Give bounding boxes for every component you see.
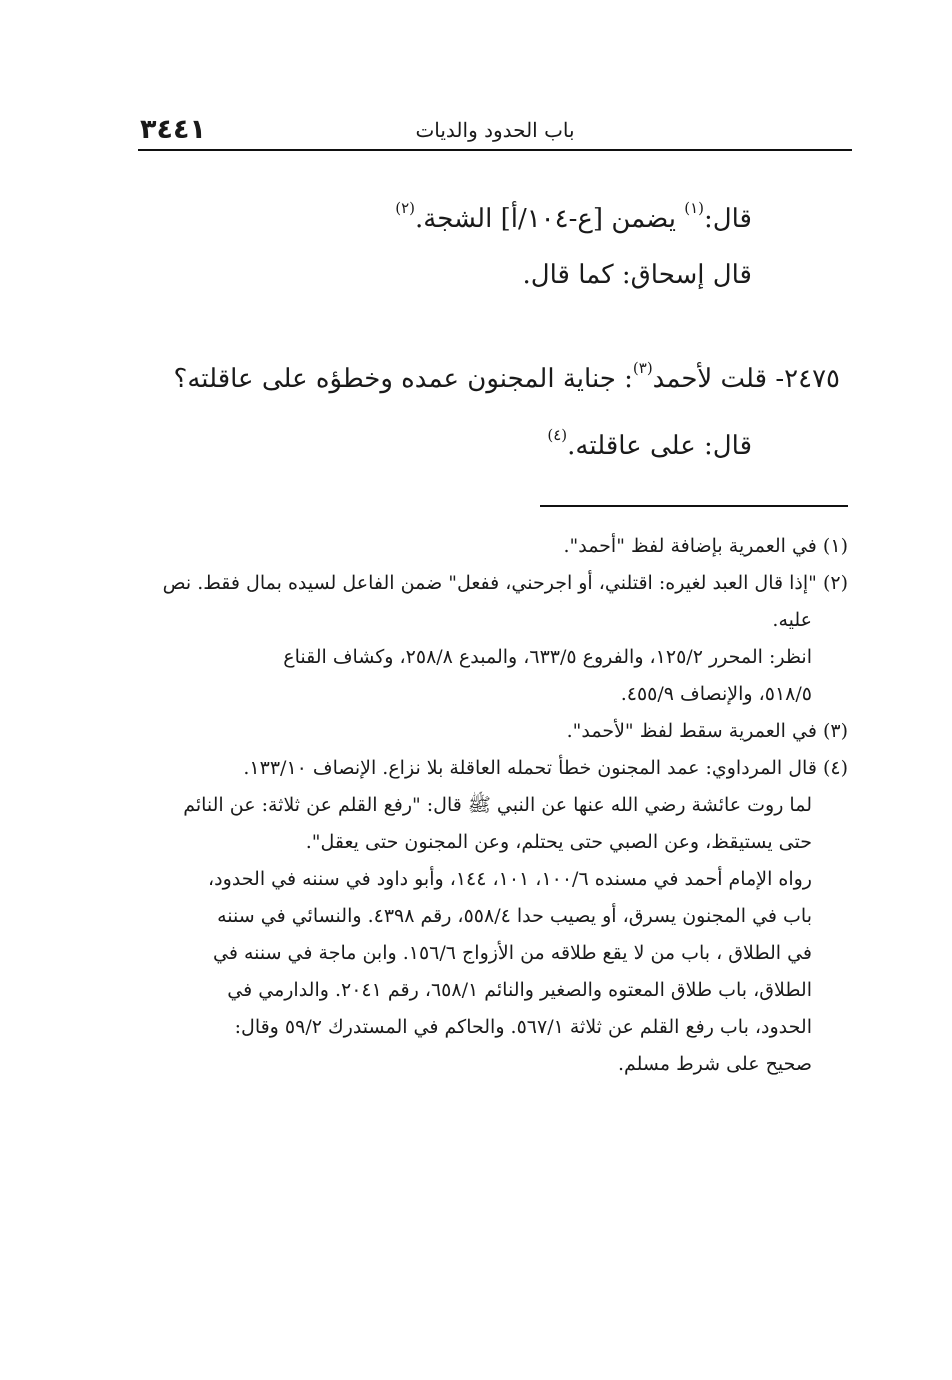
footnote-4-line-7: الطلاق، باب طلاق المعتوه والصغير والنائم ٦٥٨/١، رقم ٢٠٤١. والدارمي في <box>227 979 812 1001</box>
footnote-2-line-3: انظر: المحرر ١٢٥/٢، والفروع ٦٣٣/٥، والمبدع ٢٥٨/٨، وكشاف القناع <box>283 646 812 668</box>
main-line-1-b: يضمن [ع-١٠٤/أ] الشجة. <box>415 204 685 234</box>
main-line-1 <box>110 180 752 247</box>
footnote-ref-4: (٤) <box>547 426 568 444</box>
footnotes <box>138 528 848 1083</box>
entry-2475 <box>80 340 840 474</box>
entry-question-a: ٢٤٧٥- قلت لأحمد <box>652 364 840 394</box>
main-text <box>110 180 752 303</box>
footnote-ref-2: (٢) <box>395 199 415 217</box>
footnote-4-line-5: باب في المجنون يسرق، أو يصيب حدا ٥٥٨/٤، رقم ٤٣٩٨. والنسائي في سننه <box>217 905 812 927</box>
header-rule <box>138 149 852 151</box>
footnote-ref-3: (٣) <box>632 359 653 377</box>
entry-answer-a: قال: على عاقلته. <box>567 431 752 461</box>
footnote-2-line-2: عليه. <box>772 609 812 631</box>
footnote-4-line-2: لما روت عائشة رضي الله عنها عن النبي ﷺ قال: "رفع القلم عن ثلاثة: عن النائم <box>183 794 812 816</box>
footnote-4-line-6: في الطلاق ، باب من لا يقع طلاقه من الأزواج ١٥٦/٦. وابن ماجة في سننه في <box>212 942 812 964</box>
footnote-ref-1: (١) <box>684 199 704 217</box>
footnote-1: (١) في العمرية بإضافة لفظ "أحمد". <box>563 535 848 557</box>
running-title: باب الحدود والديات <box>415 118 575 142</box>
entry-answer <box>80 407 752 474</box>
footnote-3: (٣) في العمرية سقط لفظ "لأحمد". <box>566 720 848 742</box>
footnote-4-line-1: (٤) قال المرداوي: عمد المجنون خطأ تحمله العاقلة بلا نزاع. الإنصاف ١٣٣/١٠. <box>243 757 848 779</box>
entry-question <box>80 340 840 407</box>
footnote-4-line-3: حتى يستيقظ، وعن الصبي حتى يحتلم، وعن المجنون حتى يعقل". <box>305 831 812 853</box>
footnote-separator <box>540 505 848 507</box>
main-line-1-a: قال: <box>703 204 752 234</box>
main-line-2: قال إسحاق: كما قال. <box>522 260 752 290</box>
entry-question-b: : جناية المجنون عمده وخطؤه على عاقلته؟ <box>173 364 633 394</box>
footnote-4-line-8: الحدود، باب رفع القلم عن ثلاثة ٥٦٧/١. والحاكم في المستدرك ٥٩/٢ وقال: <box>234 1016 812 1038</box>
page-number: ٣٤٤١ <box>140 114 206 145</box>
page-header <box>138 110 852 150</box>
footnote-4-line-9: صحيح على شرط مسلم. <box>617 1053 812 1075</box>
footnote-4-line-4: رواه الإمام أحمد في مسنده ١٠٠/٦، ١٠١، ١٤٤، وأبو داود في سننه في الحدود، <box>208 868 812 890</box>
footnote-2-line-4: ٥١٨/٥، والإنصاف ٤٥٥/٩. <box>620 683 812 705</box>
footnote-2-line-1: (٢) "إذا قال العبد لغيره: اقتلني، أو اجرحني، ففعل" ضمن الفاعل لسيده بمال فقط. نص <box>162 572 848 594</box>
